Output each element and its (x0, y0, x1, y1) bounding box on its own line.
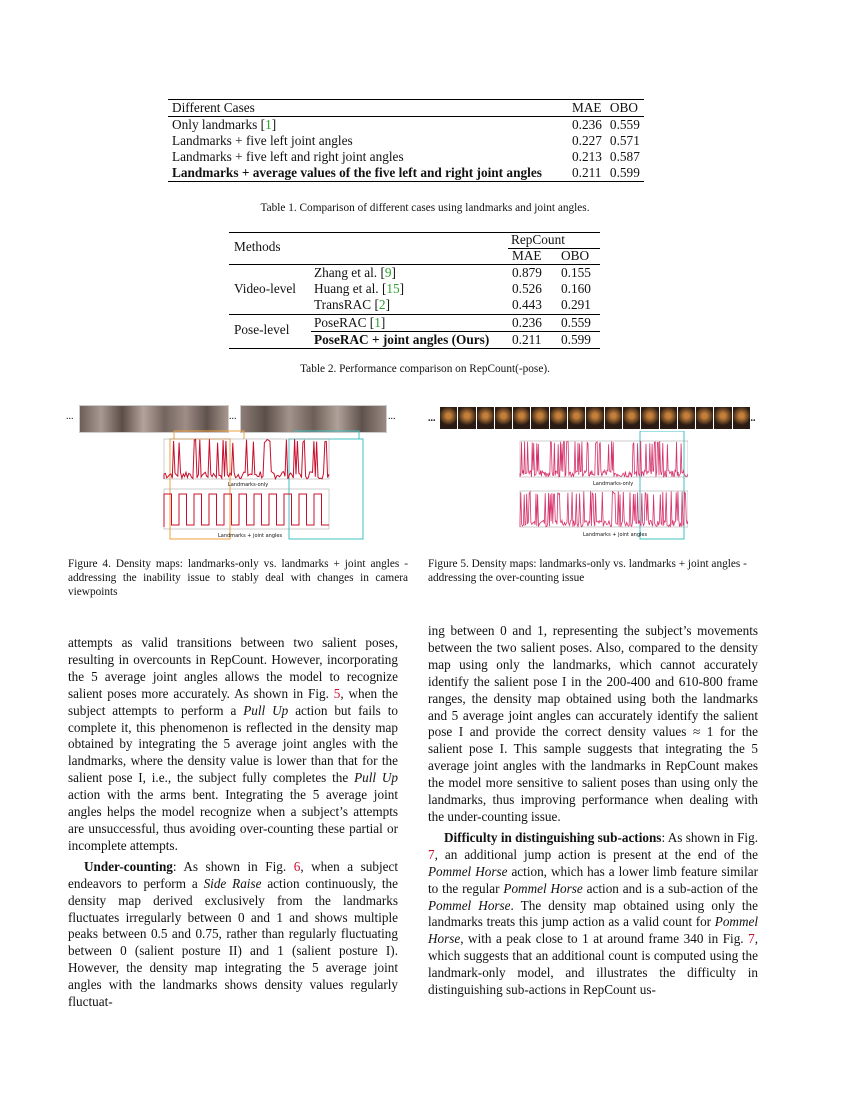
table-row: Huang et al. [15] (314, 281, 405, 296)
table-row: Landmarks + five left joint angles 0.227 0.571 (172, 133, 640, 148)
video-frames-strip (440, 407, 750, 429)
figure-4-caption: Figure 4. Density maps: landmarks-only vs. landmarks + joint angles - addressing the inability issue to stably deal with changes in camera viewpoints (68, 558, 408, 598)
pose-level-label: Pose-level (234, 322, 290, 337)
video-level-label: Video-level (234, 281, 296, 296)
figure-4: ... ... ... Landmarks-only Landmarks + joint angles (66, 405, 406, 545)
table-row: Zhang et al. [9] (314, 265, 396, 280)
table2-caption: Table 2. Performance comparison on RepCount(-pose). (300, 363, 550, 375)
methods-header: Methods (234, 239, 281, 254)
paragraph: ing between 0 and 1, representing the subject’s movements between the two salient poses. Also, compared to the density map using only the landmarks, which cannot accurately identify the salient pose I in the 200-400 and 610-800 frame ranges, the density map obtained using both the landmarks and 5 average joint angles can accurately identify the salient pose I and provide the correct density values ≈ 1 for the salient pose I. This sample suggests that integrating the 5 average joint angles with the landmarks in RepCount makes the model more sensitive to salient poses than using only the landmarks, thus improving performance when dealing with the under-counting issue. (428, 623, 758, 824)
table-row: Landmarks + five left and right joint angles 0.213 0.587 (172, 149, 640, 164)
table1 (168, 99, 644, 182)
left-column (68, 635, 398, 1011)
x-axis-label: Landmarks-only (593, 481, 634, 487)
paragraph: attempts as valid transitions between two salient poses, resulting in overcounts in RepCount. However, incorporating the 5 average joint angles allows the model to recognize salient poses more accurately. As shown in Fig. 5, when the subject attempts to perform a Pull Up action but fails to complete it, this phenomenon is reflected in the density map obtained by integrating the 5 average joint angles with the landmarks, where the density value is lower than that for the salient pose I, i.e., the subject fully completes the Pull Up action with the arms bent. Integrating the 5 average joint angles helps the model recognize when a subject’s attempts are unsuccessful, thus avoiding over-counting these partial or incomplete attempts. (68, 635, 398, 853)
table-row: Landmarks + average values of the five left and right joint angles 0.211 0.599 (168, 165, 644, 182)
table-row: PoseRAC [1] (314, 315, 386, 330)
figure-link[interactable]: 7 (428, 846, 435, 862)
table1-caption: Table 1. Comparison of different cases using landmarks and joint angles. (260, 202, 590, 214)
figure-5-caption: Figure 5. Density maps: landmarks-only vs. landmarks + joint angles - addressing the over-counting issue (428, 558, 747, 584)
paragraph: Difficulty in distinguishing sub-actions: As shown in Fig. 7, an additional jump action is present at the end of the Pommel Horse action, which has a lower limb feature similar to the regular Pommel Horse action and is a sub-action of the Pommel Horse. The density map obtained using only the landmarks treats this jump action as a valid count for Pommel Horse, with a peak close to 1 at around frame 340 in Fig. 7, which suggests that an additional count is computed using the landmark-only model, and illustrates the difficulty in distinguishing sub-actions in RepCount us- (428, 829, 758, 998)
citation-link[interactable]: 1 (265, 117, 272, 132)
x-axis-label: Landmarks + joint angles (583, 532, 648, 538)
citation-link[interactable]: 15 (386, 281, 400, 296)
table-row: PoseRAC + joint angles (Ours) (314, 332, 490, 347)
repcount-header: RepCount (511, 232, 565, 247)
table2: Methods RepCount MAE OBO Video-level Zhang et al. [9] 0.879 0.155 Huang et al. [15] 0.526 0.160 TransRAC [2] 0.443 0.291 Pose-level PoseRAC [1] 0.236 0.559 PoseRAC + joint angles (Ours) 0.211 0.599 (229, 232, 600, 348)
density-map-chart (508, 431, 688, 545)
right-column (428, 623, 758, 999)
table-row: TransRAC [2] (314, 297, 390, 312)
figure-5: ... ... Landmarks-only Landmarks + joint angles (428, 405, 768, 545)
figure-link[interactable]: 6 (293, 858, 301, 874)
table-row: Only landmarks [1] 0.236 0.559 (172, 117, 640, 132)
table1-header-cases: Different Cases (172, 100, 255, 115)
figure-link[interactable]: 7 (748, 931, 755, 947)
density-map-chart (144, 429, 406, 545)
x-axis-label: Landmarks + joint angles (218, 533, 283, 539)
citation-link[interactable]: 2 (378, 297, 386, 312)
table1-header-obo: OBO (609, 100, 638, 115)
figure-link[interactable]: 5 (333, 685, 341, 701)
table1-header-mae: MAE (572, 100, 602, 115)
paragraph: Under-counting: As shown in Fig. 6, when a subject endeavors to perform a Side Raise action continuously, the density map derived exclusively from the landmarks fluctuates irregularly between 0 and 1 and shows multiple peaks between 0.5 and 0.75, rather than regularly fluctuating between 0 (salient posture II) and 1 (salient posture I). However, the density map integrating the 5 average joint angles with the landmarks shows density values regularly fluctuat- (68, 858, 398, 1010)
x-axis-label: Landmarks-only (228, 482, 269, 488)
citation-link[interactable]: 1 (374, 315, 381, 330)
citation-link[interactable]: 9 (384, 265, 392, 280)
